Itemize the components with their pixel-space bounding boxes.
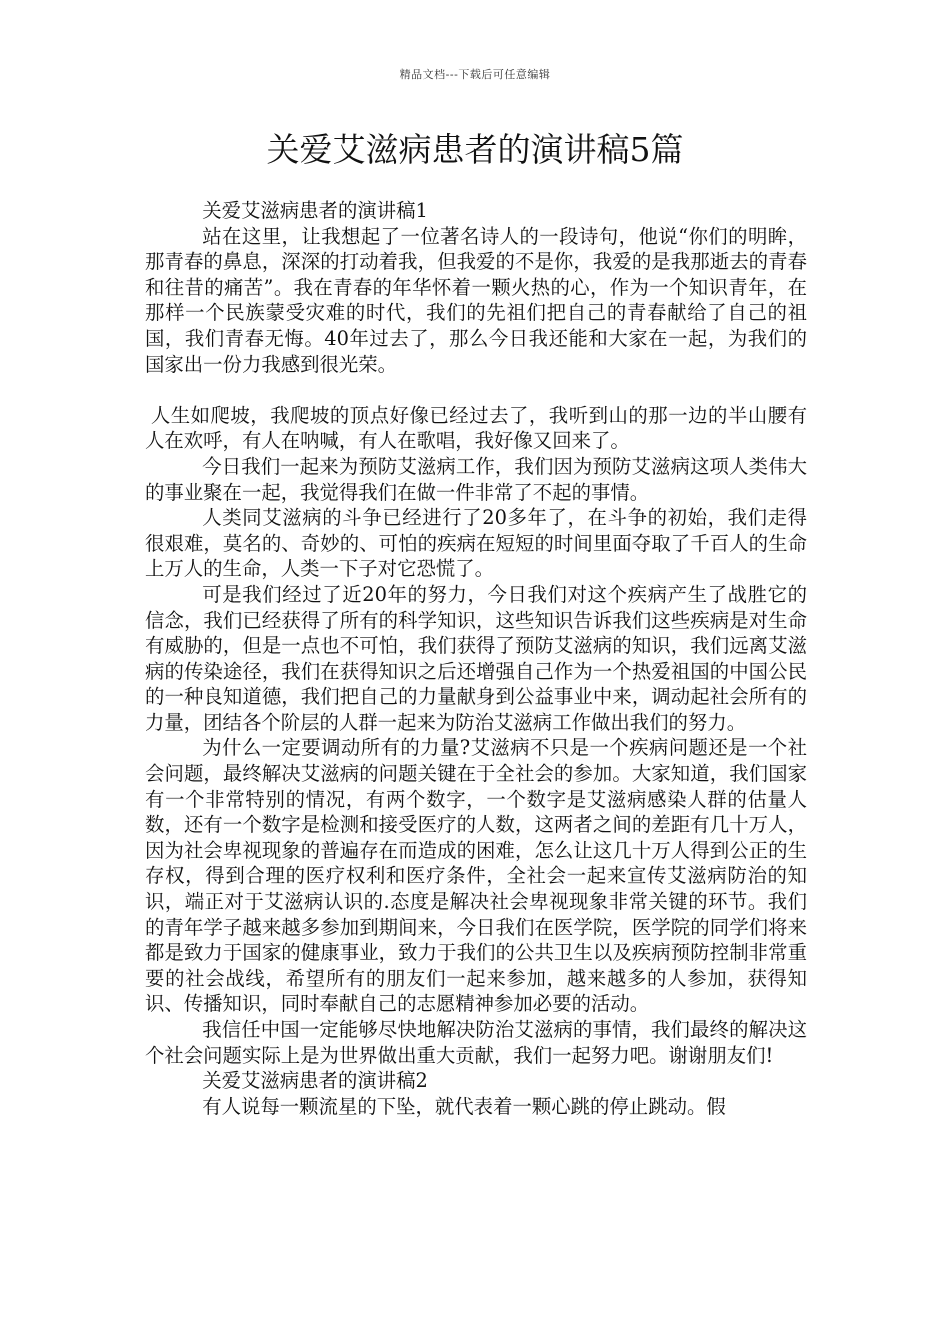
paragraph: 有人说每一颗流星的下坠，就代表着一颗心跳的停止跳动。假 — [202, 1094, 726, 1118]
paragraph: 我信任中国一定能够尽快地解决防治艾滋病的事情，我们最终的解决这个社会问题实际上是为世界做出重大贡献，我们一起努力吧。谢谢朋友们! — [145, 1018, 807, 1067]
paragraph-gap — [145, 377, 807, 403]
document-title: 关爱艾滋病患者的演讲稿5篇 — [266, 130, 684, 169]
section-heading-1: 关爱艾滋病患者的演讲稿1 — [202, 199, 428, 222]
paragraph: 站在这里，让我想起了一位著名诗人的一段诗句，他说“你们的明眸，那青春的鼻息，深深的打动着我，但我爱的不是你，我爱的是我那逝去的青春和往昔的痛苦”。我在青春的年华怀着一颗火热的心，作为一个知识青年，在那样一个民族蒙受灾难的时代，我们的先祖们把自己的青春献给了自己的祖国，我们青春无悔。40年过去了，那么今日我还能和大家在一起，为我们的国家出一份力我感到很光荣。 — [145, 224, 807, 376]
paragraph: 为什么一定要调动所有的力量?艾滋病不只是一个疾病问题还是一个社会问题，最终解决艾滋病的问题关键在于全社会的参加。大家知道，我们国家有一个非常特别的情况，有两个数字，一个数字是艾滋病感染人群的估量人数，还有一个数字是检测和接受医疗的人数，这两者之间的差距有几十万人，因为社会卑视现象的普遍存在而造成的困难，怎么让这几十万人得到公正的生存权，得到合理的医疗权利和医疗条件，全社会一起来宣传艾滋病防治的知识，端正对于艾滋病认识的.态度是解决社会卑视现象非常关键的环节。我们的青年学子越来越多参加到期间来，今日我们在医学院，医学院的同学们将来都是致力于国家的健康事业，致力于我们的公共卫生以及疾病预防控制非常重要的社会战线，希望所有的朋友们一起来参加，越来越多的人参加，获得知识、传播知识，同时奉献自己的志愿精神参加必要的活动。 — [145, 736, 807, 1016]
header-note: 精品文档---下载后可任意编辑 — [399, 68, 551, 81]
paragraph: 人生如爬坡，我爬坡的顶点好像已经过去了，我听到山的那一边的半山腰有人在欢呼，有人在呐喊，有人在歌唱，我好像又回来了。 — [145, 403, 807, 453]
paragraph: 人类同艾滋病的斗争已经进行了20多年了，在斗争的初始，我们走得很艰难，莫名的、奇妙的、可怕的疾病在短短的时间里面夺取了千百人的生命上万人的生命，人类一下子对它恐慌了。 — [145, 506, 807, 581]
paragraph: 今日我们一起来为预防艾滋病工作，我们因为预防艾滋病这项人类伟大的事业聚在一起，我觉得我们在做一件非常了不起的事情。 — [145, 454, 807, 504]
paragraph: 可是我们经过了近20年的努力，今日我们对这个疾病产生了战胜它的信念，我们已经获得了所有的科学知识，这些知识告诉我们这些疾病是对生命有威胁的，但是一点也不可怕，我们获得了预防艾滋病的知识，我们远离艾滋病的传染途径，我们在获得知识之后还增强自己作为一个热爱祖国的中国公民的一种良知道德，我们把自己的力量献身到公益事业中来，调动起社会所有的力量，团结各个阶层的人群一起来为防治艾滋病工作做出我们的努力。 — [145, 582, 807, 734]
section-heading-2: 关爱艾滋病患者的演讲稿2 — [202, 1069, 428, 1093]
document-body — [145, 198, 807, 1119]
